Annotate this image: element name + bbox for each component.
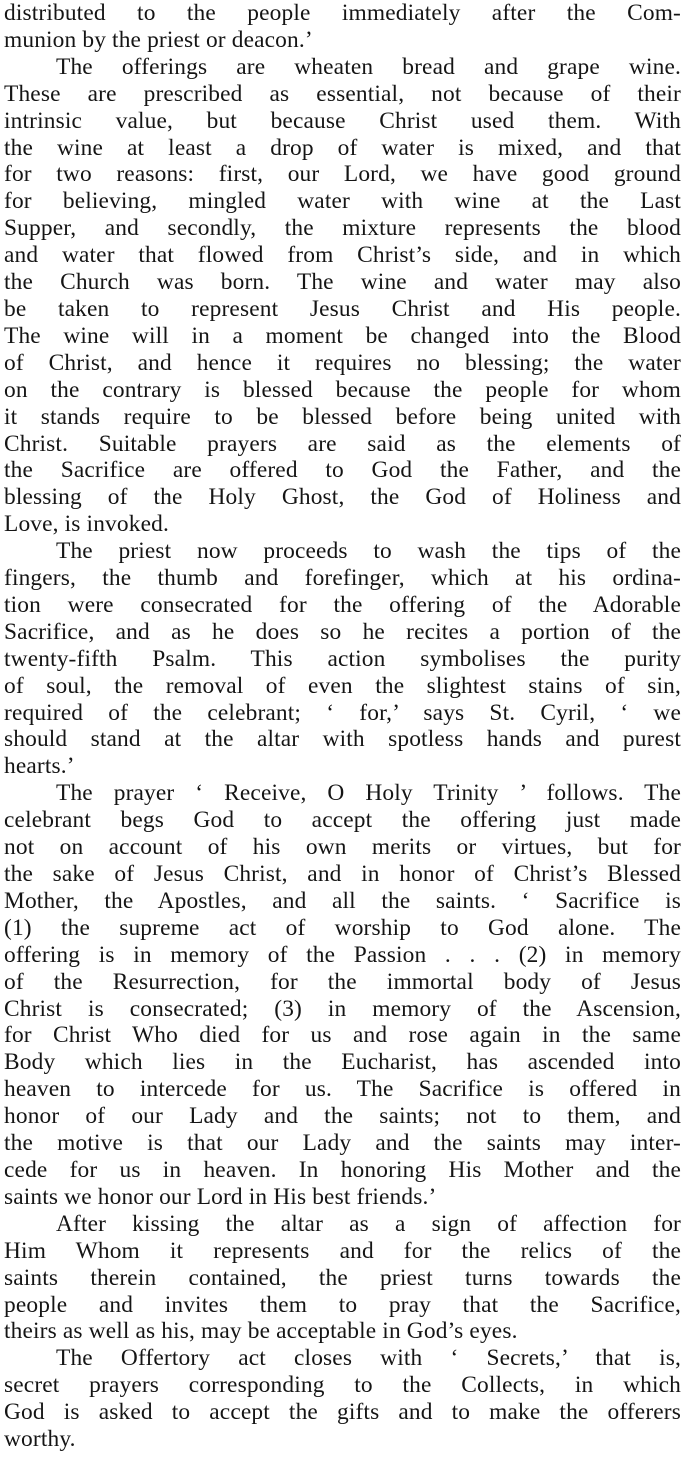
text-line: heaven to intercede for us. The Sacrifice is offered in (4, 1076, 681, 1103)
text-line: be taken to represent Jesus Christ and His people. (4, 295, 681, 322)
text-line: for believing, mingled water with wine at the Last (4, 188, 681, 215)
text-line: distributed to the people immediately after the Com- (4, 0, 681, 26)
text-line: offering is in memory of the Passion . . . (2) in memory (4, 941, 681, 968)
text-line: hearts.’ (4, 753, 75, 780)
text-line: worthy. (4, 1426, 76, 1453)
text-line: tion were consecrated for the offering of the Adorable (4, 591, 681, 618)
text-line: of the Resurrection, for the immortal body of Jesus (4, 968, 681, 995)
text-line: Christ. Suitable prayers are said as the elements of (4, 430, 681, 457)
text-line: saints therein contained, the priest turns towards the (4, 1264, 681, 1291)
text-line: of Christ, and hence it requires no blessing; the water (4, 349, 681, 376)
text-line: Him Whom it represents and for the relics of the (4, 1237, 681, 1264)
text-line: cede for us in heaven. In honoring His Mother and the (4, 1156, 681, 1183)
text-line: After kissing the altar as a sign of affection for (56, 1210, 681, 1237)
text-line: on the contrary is blessed because the people for whom (4, 376, 681, 403)
text-line: The wine will in a moment be changed into the Blood (4, 322, 681, 349)
text-line: munion by the priest or deacon.’ (4, 26, 313, 53)
text-line: blessing of the Holy Ghost, the God of Holiness and (4, 484, 681, 511)
text-line: the motive is that our Lady and the saints may inter- (4, 1130, 681, 1157)
text-line: secret prayers corresponding to the Collects, in which (4, 1372, 681, 1399)
text-line: twenty-fifth Psalm. This action symbolises the purity (4, 645, 681, 672)
text-line: of soul, the removal of even the slightest stains of sin, (4, 672, 681, 699)
text-line: Love, is invoked. (4, 511, 169, 538)
text-line: should stand at the altar with spotless hands and purest (4, 726, 681, 753)
text-line: saints we honor our Lord in His best friends.’ (4, 1183, 437, 1210)
text-line: intrinsic value, but because Christ used them. With (4, 107, 681, 134)
text-line: required of the celebrant; ‘ for,’ says St. Cyril, ‘ we (4, 699, 681, 726)
text-line: for two reasons: first, our Lord, we have good ground (4, 161, 681, 188)
text-line: The prayer ‘ Receive, O Holy Trinity ’ follows. The (56, 780, 681, 807)
text-line: Christ is consecrated; (3) in memory of the Ascension, (4, 995, 681, 1022)
text-line: The Offertory act closes with ‘ Secrets,’ that is, (56, 1345, 681, 1372)
text-line: it stands require to be blessed before being united with (4, 403, 681, 430)
text-line: honor of our Lady and the saints; not to them, and (4, 1103, 681, 1130)
text-line: and water that flowed from Christ’s side, and in which (4, 242, 681, 269)
text-line: These are prescribed as essential, not because of their (4, 80, 681, 107)
text-line: the Church was born. The wine and water may also (4, 269, 681, 296)
text-line: celebrant begs God to accept the offering just made (4, 807, 681, 834)
text-line: Supper, and secondly, the mixture represents the blood (4, 215, 681, 242)
text-line: The offerings are wheaten bread and grape wine. (56, 53, 681, 80)
text-line: not on account of his own merits or virtues, but for (4, 834, 681, 861)
text-line: Body which lies in the Eucharist, has ascended into (4, 1049, 681, 1076)
text-line: The priest now proceeds to wash the tips of the (56, 538, 681, 565)
text-line: for Christ Who died for us and rose again in the same (4, 1022, 681, 1049)
text-line: theirs as well as his, may be acceptable in God’s eyes. (4, 1318, 518, 1345)
text-line: Mother, the Apostles, and all the saints. ‘ Sacrifice is (4, 887, 681, 914)
text-line: Sacrifice, and as he does so he recites a portion of the (4, 618, 681, 645)
text-line: fingers, the thumb and forefinger, which at his ordina- (4, 565, 681, 592)
text-line: the Sacrifice are offered to God the Father, and the (4, 457, 681, 484)
text-line: the wine at least a drop of water is mixed, and that (4, 134, 681, 161)
text-line: God is asked to accept the gifts and to make the offerers (4, 1399, 681, 1426)
text-line: the sake of Jesus Christ, and in honor of Christ’s Blessed (4, 861, 681, 887)
text-line: (1) the supreme act of worship to God alone. The (4, 914, 681, 941)
text-line: people and invites them to pray that the Sacrifice, (4, 1291, 681, 1318)
